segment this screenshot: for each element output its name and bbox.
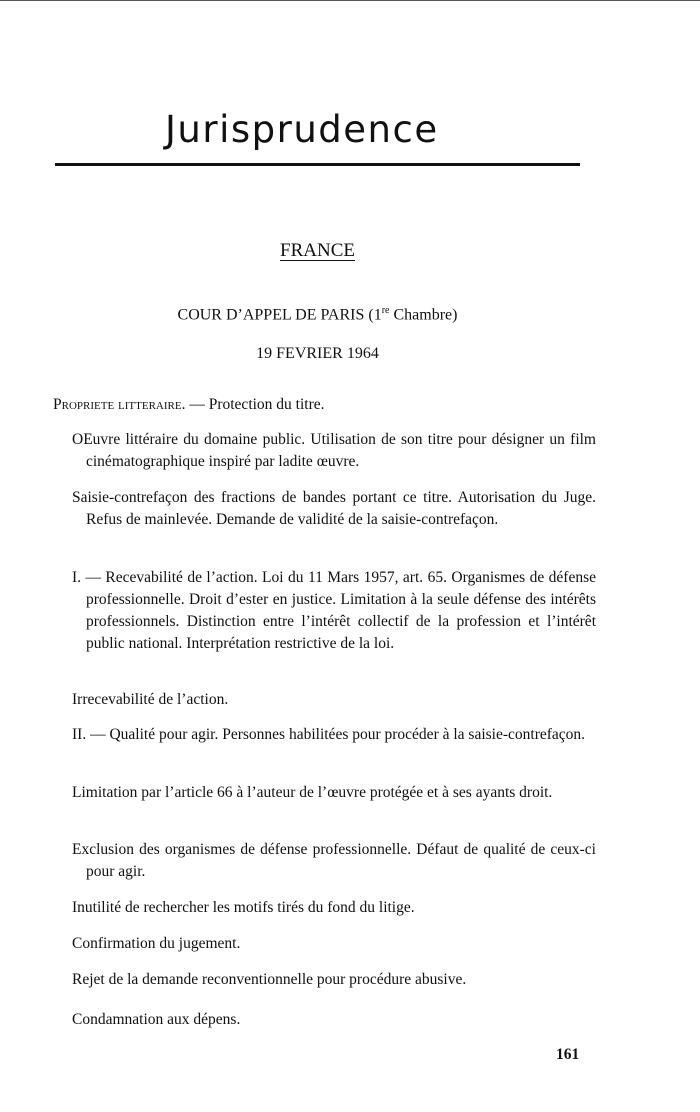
decision-date: 19 FEVRIER 1964: [256, 345, 379, 362]
country-heading: [55, 240, 580, 262]
section-title: Jurisprudence: [165, 108, 439, 151]
court-chamber: Chambre): [389, 306, 458, 324]
summary-entry: Inutilité de rechercher les motifs tirés du fond du litige.: [72, 899, 415, 916]
title-rule: [55, 163, 580, 166]
summary-entry: II. — Qualité pour agir. Personnes habilitées pour procéder à la saisie-contrefaçon.: [72, 726, 586, 743]
summary-entry: I. — Recevabilité de l’action. Loi du 11 Mars 1957, art. 65. Organismes de défense professionnelle. Droit d’ester en justice. Limitation à la seule défense des intérêts professionnels. Distinction entre l’intérêt collectif de la profession et l’intérêt public national. Interprétation restrictive de la loi.: [72, 569, 596, 652]
summary-entry: Exclusion des organismes de défense professionnelle. Défaut de qualité de ceux-ci pour agir.: [72, 841, 596, 880]
top-edge-rule: [0, 0, 700, 1]
summary-entry: Saisie-contrefaçon des fractions de bandes portant ce titre. Autorisation du Juge. Refus de mainlevée. Demande de validité de la saisie-contrefaçon.: [72, 489, 596, 528]
court-heading: [55, 305, 580, 324]
summary-entry: OEuvre littéraire du domaine public. Utilisation de son titre pour désigner un film cinématographique inspiré par ladite œuvre.: [72, 431, 596, 470]
subject-heading: Propriete litteraire.: [53, 396, 186, 413]
page-number: 161: [556, 1046, 580, 1063]
country-label: FRANCE: [280, 240, 355, 261]
summary-entry: Condamnation aux dépens.: [72, 1011, 241, 1028]
summary-entry: Rejet de la demande reconventionnelle pour procédure abusive.: [72, 971, 467, 988]
summary-entry: Irrecevabilité de l’action.: [72, 691, 229, 708]
summary-entry: Limitation par l’article 66 à l’auteur de l’œuvre protégée et à ses ayants droit.: [72, 784, 553, 801]
court-name: COUR D’APPEL DE PARIS (1: [177, 306, 382, 324]
court-superscript: re: [381, 305, 390, 316]
subject-topic: — Protection du titre.: [185, 396, 325, 413]
summary-entry: Confirmation du jugement.: [72, 935, 241, 952]
subject-line: [53, 396, 325, 414]
